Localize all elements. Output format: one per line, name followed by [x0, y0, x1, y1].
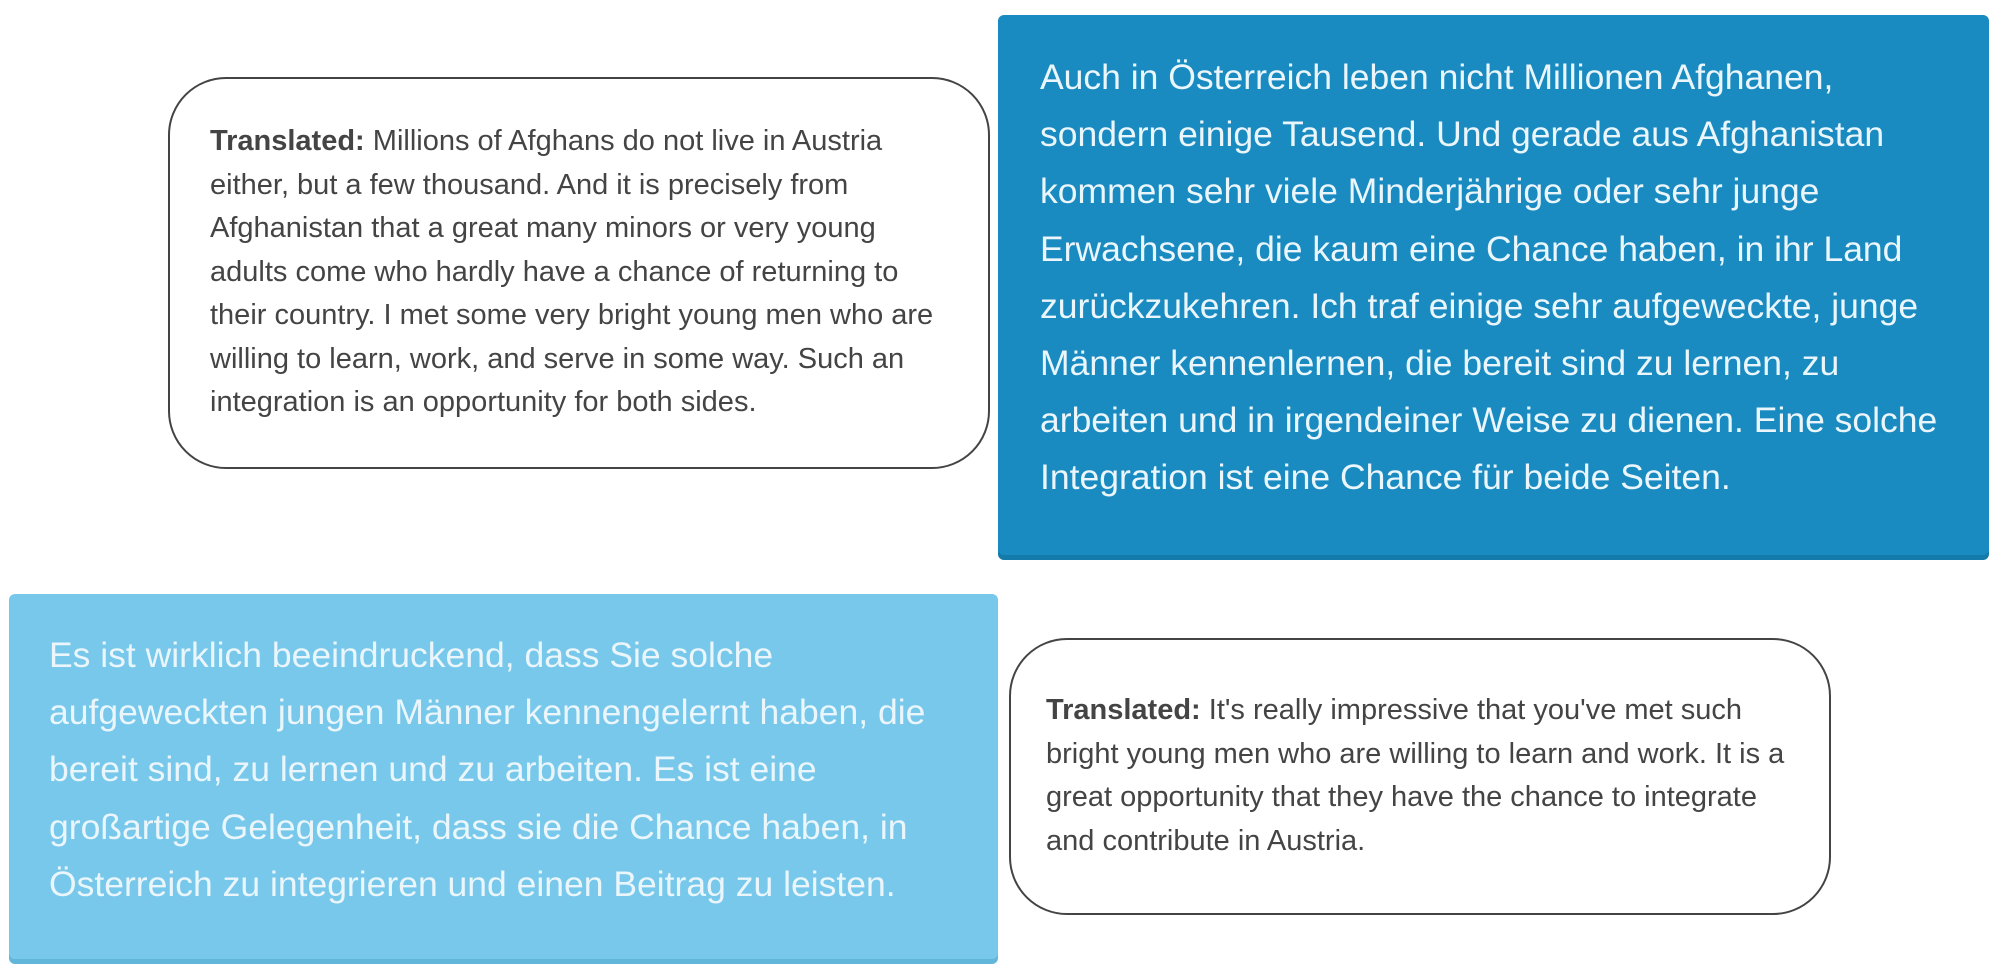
message-bubble[interactable] [998, 15, 1989, 555]
translated-label: Translated: [1046, 694, 1201, 726]
message-text: Es ist wirklich beeindruckend, dass Sie solche aufgeweckten jungen Männer kennengelernt haben, die bereit sind, zu lernen und zu arbeiten. Es ist eine großartige Gelegenheit, dass sie die Chance haben, in Österreich zu integrieren und einen Beitrag zu leisten. [49, 635, 926, 904]
message-text: Auch in Österreich leben nicht Millionen Afghanen, sondern einige Tausend. Und gerade aus Afghanistan kommen sehr viele Minderjährige oder sehr junge Erwachsene, die kaum eine Chance haben, in ihr Land zurückzukehren. Ich traf einige sehr aufgeweckte, junge Männer kennenlernen, die bereit sind zu lernen, zu arbeiten und in irgendeiner Weise zu dienen. Eine solche Integration ist eine Chance für beide Seiten. [1040, 57, 1938, 498]
translation-box [1009, 638, 1831, 915]
translation-text: Millions of Afghans do not live in Austria either, but a few thousand. And it is precisely from Afghanistan that a great many minors or very young adults come who hardly have a chance of returning to their country. I met some very bright young men who are willing to learn, work, and serve in some way. Such an integration is an opportunity for both sides. [210, 125, 934, 418]
translation-box [168, 77, 990, 469]
translated-label: Translated: [210, 125, 365, 157]
message-bubble[interactable] [9, 594, 998, 959]
translation-text: It's really impressive that you've met such bright young men who are willing to learn and work. It is a great opportunity that they have the chance to integrate and contribute in Austria. [1046, 694, 1785, 857]
